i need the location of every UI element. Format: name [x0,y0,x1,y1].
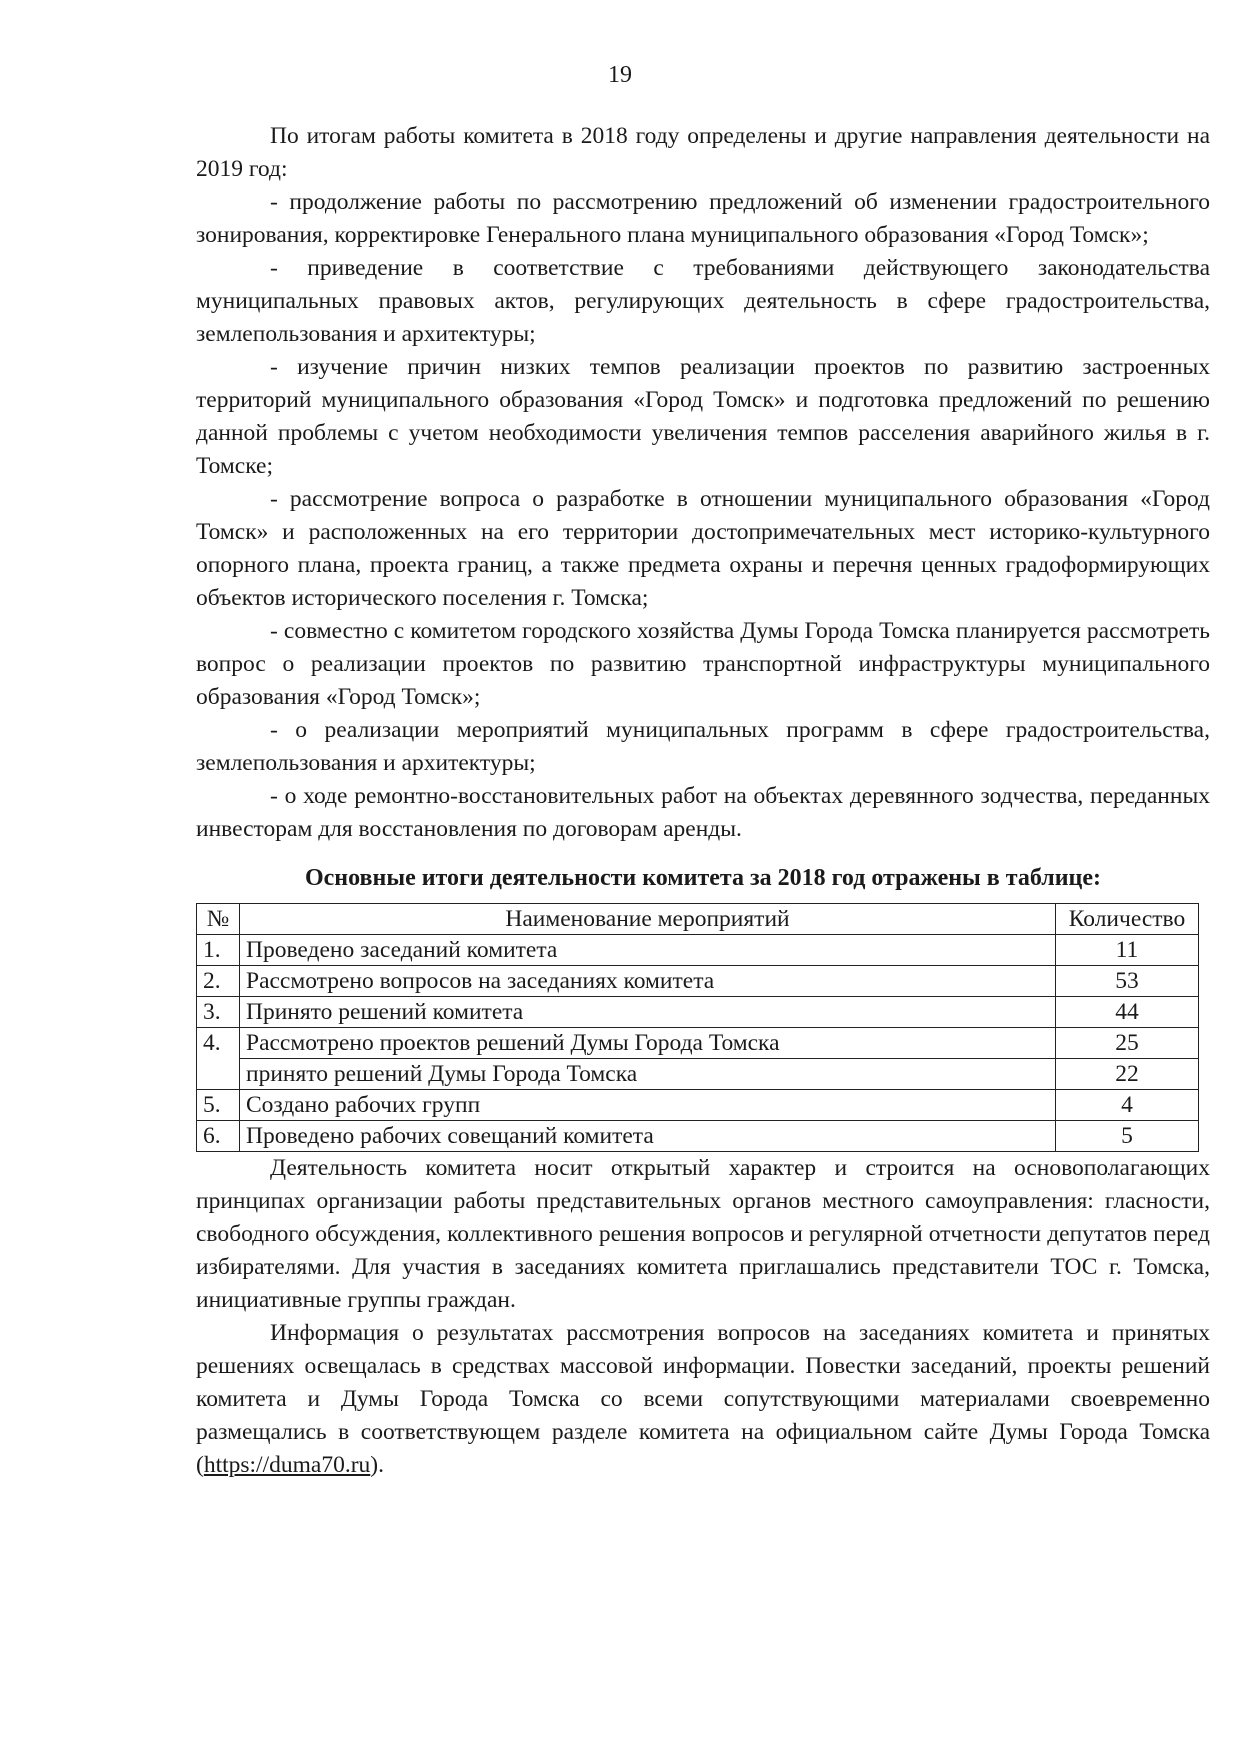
row-num: 4. [197,1028,240,1059]
table-row [197,997,1199,1028]
list-item: - приведение в соответствие с требованиями действующего законодательства муниципальных правовых актов, регулирующих деятельность в сфере градостроительства, землепользования и архитектуры; [196,255,1210,347]
table-header-row [197,904,1199,935]
table-row [197,1121,1199,1152]
row-num: 1. [197,935,240,966]
list-item: - продолжение работы по рассмотрению предложений об изменении градостроительного зонирования, корректировке Генерального плана муниципального образования «Город Томск»; [196,189,1210,248]
intro-paragraph: По итогам работы комитета в 2018 году определены и другие направления деятельности на 2019 год: [196,123,1210,182]
row-num: 2. [197,966,240,997]
row-qty: 44 [1056,997,1199,1028]
openness-paragraph: Деятельность комитета носит открытый характер и строится на основополагающих принципах организации работы представительных органов местного самоуправления: гласности, свободного обсуждения, коллективного решения вопросов и регулярной отчетности депутатов перед избирателями. Для участия в заседаниях комитета приглашались представители ТОС г. Томска, инициативные группы граждан. [196,1155,1210,1313]
row-qty: 53 [1056,966,1199,997]
header-num: № [197,904,240,935]
table-row [197,935,1199,966]
row-name: Проведено заседаний комитета [240,935,1056,966]
row-name: принято решений Думы Города Томска [240,1059,1056,1090]
table-title: Основные итоги деятельности комитета за 2018 год отражены в таблице: [304,865,1101,891]
header-qty: Количество [1056,904,1199,935]
row-qty: 25 [1056,1028,1199,1059]
table-row [197,1090,1199,1121]
list-item: - о реализации мероприятий муниципальных программ в сфере градостроительства, землепользования и архитектуры; [196,717,1210,776]
info-text: Информация о результатах рассмотрения вопросов на заседаниях комитета и принятых решениях освещалась в средствах массовой информации. Повестки заседаний, проекты решений комитета и Думы Города Томска со всеми сопутствующими материалами своевременно размещались в соответствующем разделе комитета на официальном сайте Думы Города Томска ( [196,1320,1210,1478]
row-name: Создано рабочих групп [240,1090,1056,1121]
list-item: - о ходе ремонтно-восстановительных работ на объектах деревянного зодчества, переданных инвесторам для восстановления по договорам аренды. [196,783,1210,842]
row-name: Рассмотрено проектов решений Думы Города Томска [240,1028,1056,1059]
header-name: Наименование мероприятий [240,904,1056,935]
duma-site-link[interactable]: https://duma70.ru [203,1452,371,1478]
info-paragraph [196,1317,1210,1482]
row-num: 3. [197,997,240,1028]
info-text-end: ). [370,1452,384,1478]
results-table [196,903,1199,1152]
row-name: Рассмотрено вопросов на заседаниях комитета [240,966,1056,997]
row-name: Принято решений комитета [240,997,1056,1028]
list-item: - совместно с комитетом городского хозяйства Думы Города Томска планируется рассмотреть вопрос о реализации проектов по развитию транспортной инфраструктуры муниципального образования «Город Томск»; [196,618,1210,710]
row-name: Проведено рабочих совещаний комитета [240,1121,1056,1152]
row-num: 5. [197,1090,240,1121]
row-qty: 5 [1056,1121,1199,1152]
document-body [196,120,1210,1482]
row-num: 6. [197,1121,240,1152]
table-row [197,966,1199,997]
page-number: 19 [608,62,632,88]
row-qty: 22 [1056,1059,1199,1090]
list-item: - рассмотрение вопроса о разработке в отношении муниципального образования «Город Томск» и расположенных на его территории достопримечательных мест историко-культурного опорного плана, проекта границ, а также предмета охраны и перечня ценных градоформирующих объектов исторического поселения г. Томска; [196,486,1210,611]
row-num [197,1059,240,1090]
list-item: - изучение причин низких темпов реализации проектов по развитию застроенных территорий муниципального образования «Город Томск» и подготовка предложений по решению данной проблемы с учетом необходимости увеличения темпов расселения аварийного жилья в г. Томске; [196,354,1210,479]
table-row [197,1059,1199,1090]
row-qty: 11 [1056,935,1199,966]
row-qty: 4 [1056,1090,1199,1121]
table-row [197,1028,1199,1059]
